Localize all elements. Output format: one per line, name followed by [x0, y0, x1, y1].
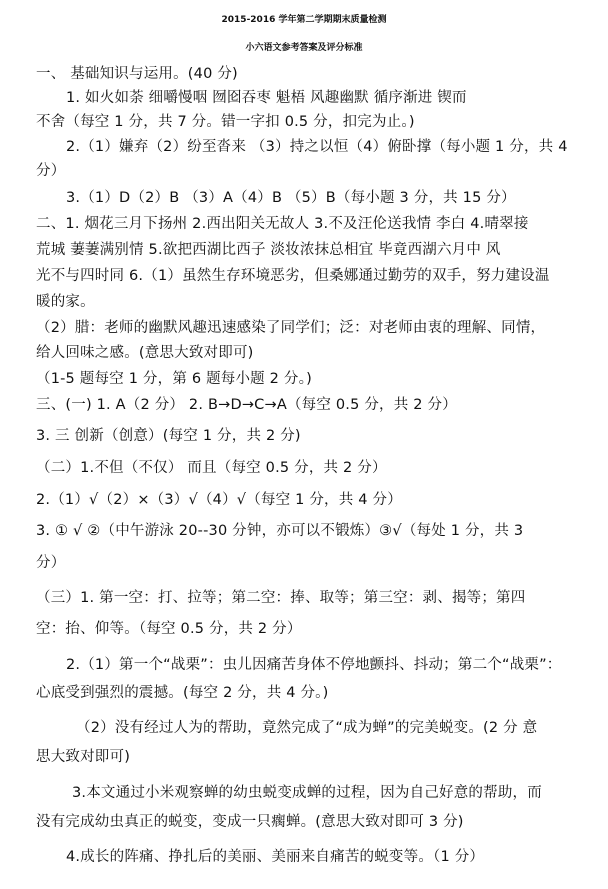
text-line: 给人回味之感。(意思大致对即可)	[36, 345, 254, 361]
text-line: （2）腊：老师的幽默风趣迅速感染了同学们；泛：对老师由衷的理解、同情，	[36, 320, 546, 336]
text-line: 分）	[36, 555, 66, 571]
document-subtitle: 小六语文参考答案及评分标准	[245, 43, 363, 53]
section-2-heading: 二、1. 烟花三月下扬州 2.西出阳关无故人 3.不及汪伦送我情 李白 4.晴翠接	[36, 216, 529, 232]
text-line: 3.本文通过小米观察蝉的幼虫蜕变成蝉的过程，因为自己好意的帮助，而	[72, 785, 542, 801]
text-line: 2.（1）第一个“战栗”：虫儿因痛苦身体不停地颤抖、抖动；第二个“战栗”：	[66, 657, 562, 673]
text-line: 光不与四时同 6.（1）虽然生存环境恶劣，但桑娜通过勤劳的双手，努力建设温	[36, 268, 550, 284]
document-title: 2015-2016 学年第二学期期末质量检测	[221, 15, 387, 25]
text-line: 2.（1）嫌弃（2）纷至沓来 （3）持之以恒（4）俯卧撑（每小题 1 分，共 4	[66, 139, 568, 155]
text-line: 3. 三 创新（创意）(每空 1 分，共 2 分)	[36, 428, 301, 444]
text-line: （2）没有经过人为的帮助，竟然完成了“成为蝉”的完美蜕变。(2 分 意	[76, 720, 538, 736]
text-line: 荒城 萋萋满别情 5.欲把西湖比西子 淡妆浓抹总相宜 毕竟西湖六月中 风	[36, 242, 501, 258]
text-line: 心底受到强烈的震撼。(每空 2 分，共 4 分。)	[36, 685, 329, 701]
text-line: 4.成长的阵痛、挣扎后的美丽、美丽来自痛苦的蜕变等。（1 分）	[66, 849, 485, 865]
section-1-heading: 一、 基础知识与运用。(40 分)	[36, 66, 238, 82]
text-line: 2.（1）√（2）×（3）√（4）√（每空 1 分，共 4 分）	[36, 492, 402, 508]
text-line: 1. 如火如荼 细嚼慢咽 囫囵吞枣 魁梧 风趣幽默 循序渐进 锲而	[66, 90, 467, 106]
text-line: （三）1. 第一空：打、拉等；第二空：捧、取等；第三空：剥、揭等；第四	[36, 590, 526, 606]
text-line: 思大致对即可)	[36, 749, 131, 765]
text-line: 分）	[36, 163, 66, 179]
text-line: 3. ① √ ②（中午游泳 20--30 分钟，亦可以不锻炼）③√（每处 1 分，共 3	[36, 523, 524, 539]
text-line: 空：抬、仰等。（每空 0.5 分，共 2 分）	[36, 621, 302, 637]
text-line: （二）1.不但（不仅） 而且（每空 0.5 分，共 2 分）	[36, 460, 387, 476]
text-line: 暖的家。	[36, 294, 95, 310]
text-line: 没有完成幼虫真正的蜕变，变成一只瘸蝉。(意思大致对即可 3 分)	[36, 814, 464, 830]
text-line: （1-5 题每空 1 分，第 6 题每小题 2 分。)	[36, 371, 312, 387]
section-3-heading: 三、(一) 1. A（2 分） 2. B→D→C→A（每空 0.5 分，共 2 分）	[36, 397, 457, 413]
text-line: 不舍（每空 1 分，共 7 分。错一字扣 0.5 分，扣完为止。)	[36, 114, 415, 130]
text-line: 3.（1）D（2）B （3）A（4）B （5）B（每小题 3 分，共 15 分）	[66, 190, 516, 206]
